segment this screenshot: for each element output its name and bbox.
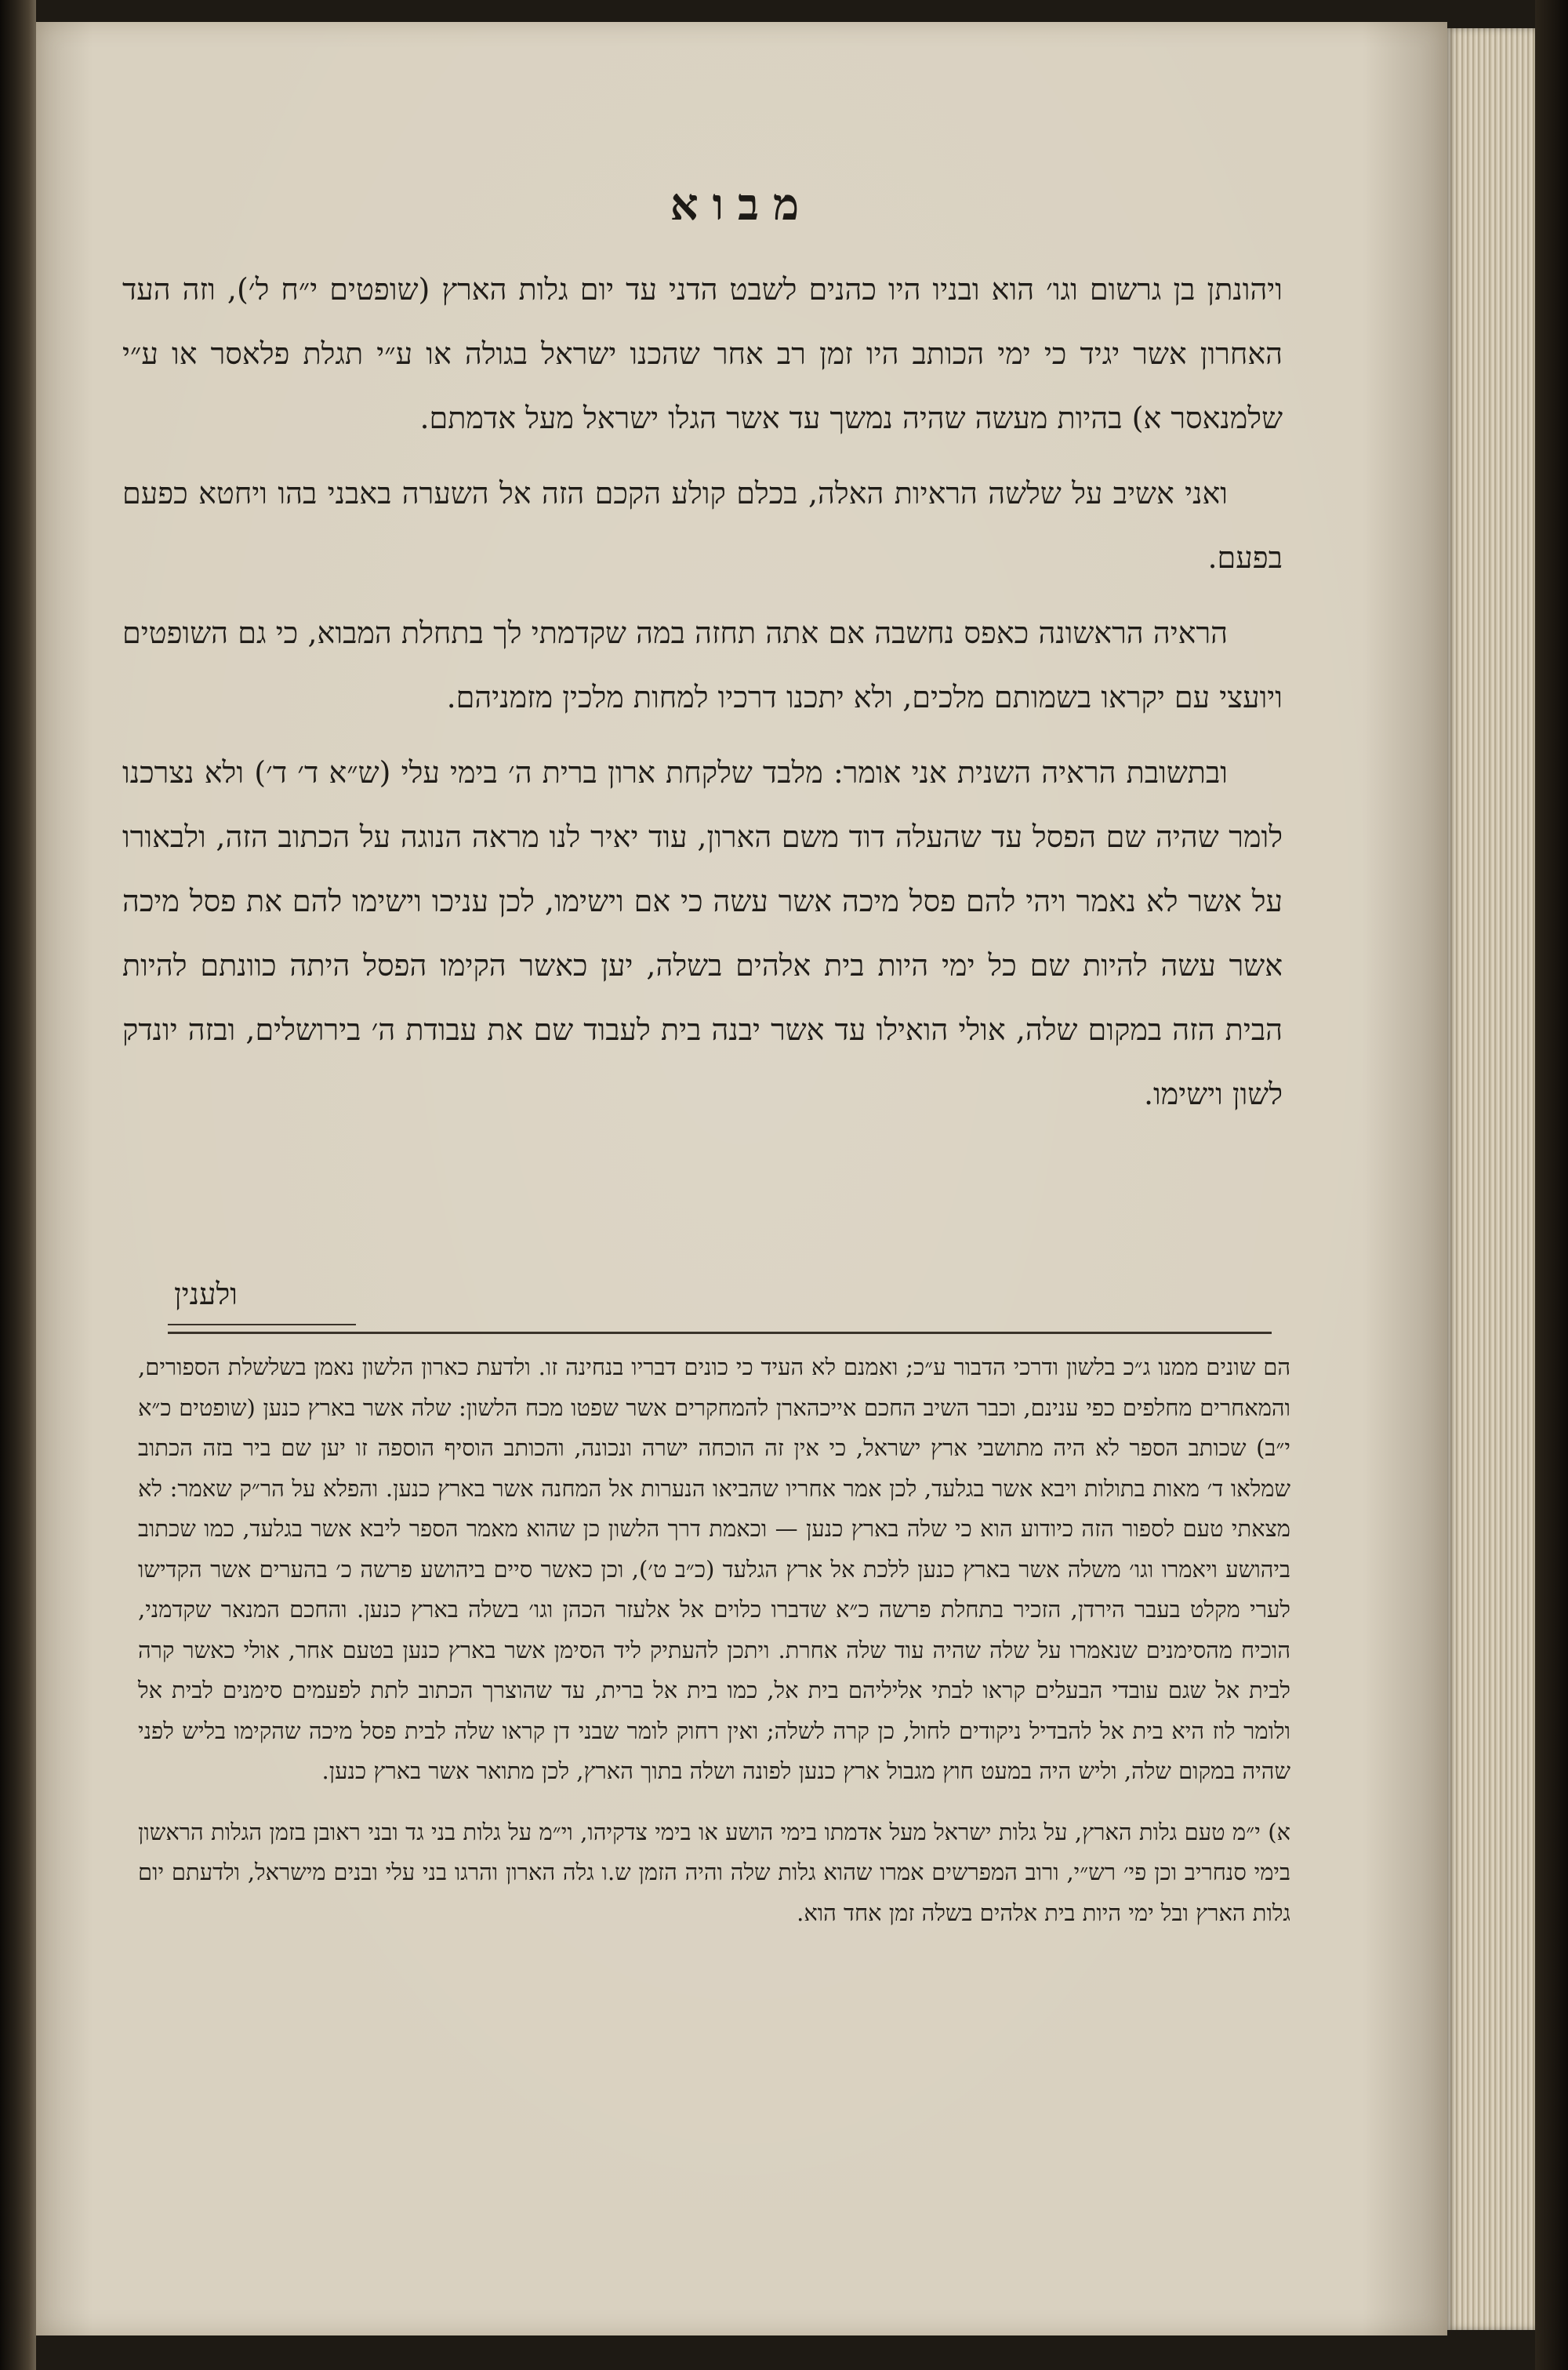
page-header: מבוא <box>670 179 814 231</box>
book-gutter <box>0 0 36 2370</box>
body-paragraph: הראיה הראשונה כאפס נחשבה אם אתה תחזה במה שקדמתי לך בתחלת המבוא, כי גם השופטים ויועצי עם יקראו בשמותם מלכים, ולא יתכנו דרכיו למחות מלכין מזמניהם. <box>122 616 1283 714</box>
footnote-rule <box>168 1332 1272 1334</box>
body-paragraph: ויהונתן בן גרשום וגו׳ הוא ובניו היו כהנים לשבט הדני עד יום גלות הארץ (שופטים י״ח ל׳), וזה העד האחרון אשר יגיד כי ימי הכותב היו זמן רב אחר שהכנו ישראל בגולה או ע״י תגלת פלאסר או ע״י שלמנאסר א) בהיות מעשה שהיה נמשך עד אשר הגלו ישראל מעל אדמתם. <box>122 272 1283 435</box>
book-cover-edge <box>1535 0 1568 2370</box>
footnote-rule-short <box>168 1324 356 1325</box>
catchword: ולענין <box>174 1277 238 1311</box>
footnote-text: הם שונים ממנו ג״כ בלשון ודרכי הדבור ע״כ; ואמנם לא העיד כי כונים דבריו בנחינה זו. ולדעת כארון הלשון נאמן בשלשלת הספורים, והמאחרים מחלפים כפי ענינם, וכבר השיב החכם אייכהארן להמחקרים אשר שפטו מכח הלשון: שלה אשר בארץ כנען (שופטים כ״א י״ב) שכותב הספר לא היה מתושבי ארץ ישראל, כי אין זה הוכחה ישרה ונכונה, והכותב הוסיף הוספה זו יען שם ביר בזה הכתוב שמלאו ד׳ מאות בתולות ויבא אשר בגלעד, לכן אמר אחריו שהביאו הנערות אל המחנה אשר בארץ כנען. והפלא על הר״ק שאמר: לא מצאתי טעם לספור הזה כיודוע הוא כי שלה בארץ כנען — וכאמת דרך הלשון כן שהוא מאמר הספר ליבא אשר בגלעד, כמו שכתוב ביהושע ויאמרו וגו׳ משלה אשר בארץ כנען ללכת אל ארץ הגלעד (כ״ב ט׳), וכן כאשר סיים ביהושע פרשה כ׳ בהערים אשר הקדישו לערי מקלט בעבר הירדן, הזכיר בתחלת פרשה כ״א שדברו כלוים אל אלעזר הכהן וגו׳ בשלה בארץ כנען. והחכם המנאר שקדמני, הוכיח מהסימנים שנאמרו על שלה שהיה עוד שלה אחרת. ויתכן להעתיק ליד הסימן אשר בארץ כנען בטעם אחר, אולי כאשר קרה לבית אל שגם עובדי הבעלים קראו לבתי אליליהם בית אל, כמו בית אל ברית, עד שהוצרך הכתוב לתת לפעמים סימנים לבית אל ולומר לוז היא בית אל להבדיל ניקודים לחול, כן קרה לשלה; ואין רחוק לומר שבני דן קראו שלה לבית פסל מיכה שהקימו בליש לפני שהיה במקום שלה, וליש היה במעט חוץ מגבול ארץ כנען לפונה ושלה בתוך הארץ, לכן מתואר אשר בארץ כנען. <box>138 1354 1290 1784</box>
body-paragraph: ובתשובת הראיה השנית אני אומר: מלבד שלקחת ארון ברית ה׳ בימי עלי (ש״א ד׳ ד׳) ולא נצרכנו לומר שהיה שם הפסל עד שהעלה דוד משם הארון, עוד יאיר לנו מראה הנוגה על הכתוב הזה, ולבאורו על אשר לא נאמר ויהי להם פסל מיכה אשר עשה כי אם וישימו, לכן עניכו וישימו להם את פסל מיכה אשר עשה להיות שם כל ימי היות בית אלהים בשלה, יען כאשר הקימו הפסל היתה כוונתם להיות הבית הזה במקום שלה, אולי הואילו עד אשר יבנה בית לעבוד שם את עבודת ה׳ בירושלים, ובזה יונדק לשון וישימו. <box>122 755 1283 1111</box>
body-paragraph: ואני אשיב על שלשה הראיות האלה, בכלם קולע הקכם הזה אל השערה באבני בהו ויחטא כפעם בפעם. <box>122 476 1283 575</box>
page-edges <box>1447 28 1535 2330</box>
footnotes <box>138 1347 1290 1954</box>
main-text <box>122 257 1283 1137</box>
footnote-a: א) י״מ טעם גלות הארץ, על גלות ישראל מעל אדמתו בימי הושע או בימי צדקיהו, וי״מ על גלות בני גד ובני ראובן בזמן הגלות הראשון בימי סנחריב וכן פי׳ רש״י, ורוב המפרשים אמרו שהוא גלות שלה והיה הזמן ש.ו גלה הארון והרגו בני עלי ובנים מישראל, ולדעתם יום גלות הארץ ובל ימי היות בית אלהים בשלה זמן אחד הוא. <box>138 1818 1290 1926</box>
book-page <box>36 22 1447 2335</box>
